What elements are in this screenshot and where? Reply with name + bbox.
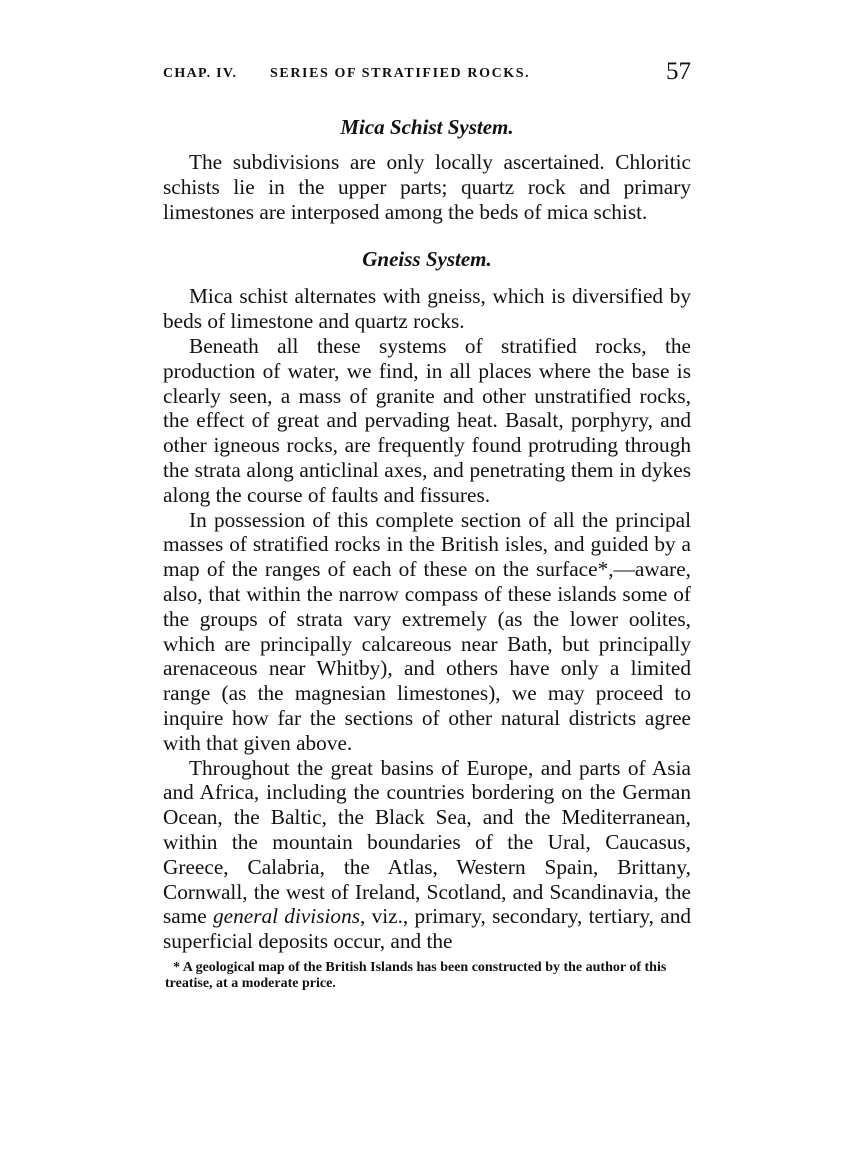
- page-number: 57: [666, 58, 691, 85]
- chapter-label: CHAP. IV.: [163, 66, 238, 81]
- paragraph-beneath: Beneath all these systems of stratified rocks, the production of water, we find, in all places where the base is clearly seen, a mass of granite and other unstratified rocks, the effect of great and pervading heat. Basalt, porphyry, and other igneous rocks, are frequently found protruding through the strata along anticlinal axes, and penetrating them in dykes along the course of faults and fissures.: [163, 333, 691, 507]
- paragraph-gneiss: Mica schist alternates with gneiss, which is diversified by beds of limestone and quartz rocks.: [163, 284, 691, 334]
- section-heading-gneiss: Gneiss System.: [362, 247, 492, 272]
- footnote: * A geological map of the British Islands has been constructed by the author of this treatise, at a moderate price.: [165, 959, 667, 991]
- section-heading-mica-schist: Mica Schist System.: [340, 115, 514, 139]
- emphasis-general-divisions: general divisions: [213, 904, 361, 929]
- running-head: [163, 58, 691, 98]
- paragraph-throughout-start: Throughout the great basins of Europe, and parts of Asia and Africa, including the countries bordering on the German Ocean, the Baltic, the Black Sea, and the Mediterranean, within the mountain boundaries of the Ural, Caucasus, Greece, Calabria, the Atlas, Western Spain, Brittany, Cornwall, the west of Ireland, Scotland, and Scandinavia, the same: [163, 755, 691, 929]
- paragraph-possession: In possession of this complete section of all the principal masses of stratified rocks in the British isles, and guided by a map of the ranges of each of these on the surface*,—aware, also, that within the narrow compass of these islands some of the groups of strata vary extremely (as the lower oolites, which are principally calcareous near Bath, but principally arenaceous near Whitby), and others have only a limited range (as the magnesian limestones), we may proceed to inquire how far the sections of other natural districts agree with that given above.: [163, 507, 691, 755]
- paragraph-throughout: [163, 756, 691, 954]
- paragraph-mica-schist: The subdivisions are only locally ascertained. Chloritic schists lie in the upper parts; quartz rock and primary limestones are interposed among the beds of mica schist.: [163, 150, 691, 224]
- book-page: [163, 58, 691, 992]
- running-title: SERIES OF STRATIFIED ROCKS.: [270, 66, 531, 81]
- paragraph-throughout-end: , viz., primary, secondary, tertiary, and superficial deposits occur, and the: [163, 904, 691, 954]
